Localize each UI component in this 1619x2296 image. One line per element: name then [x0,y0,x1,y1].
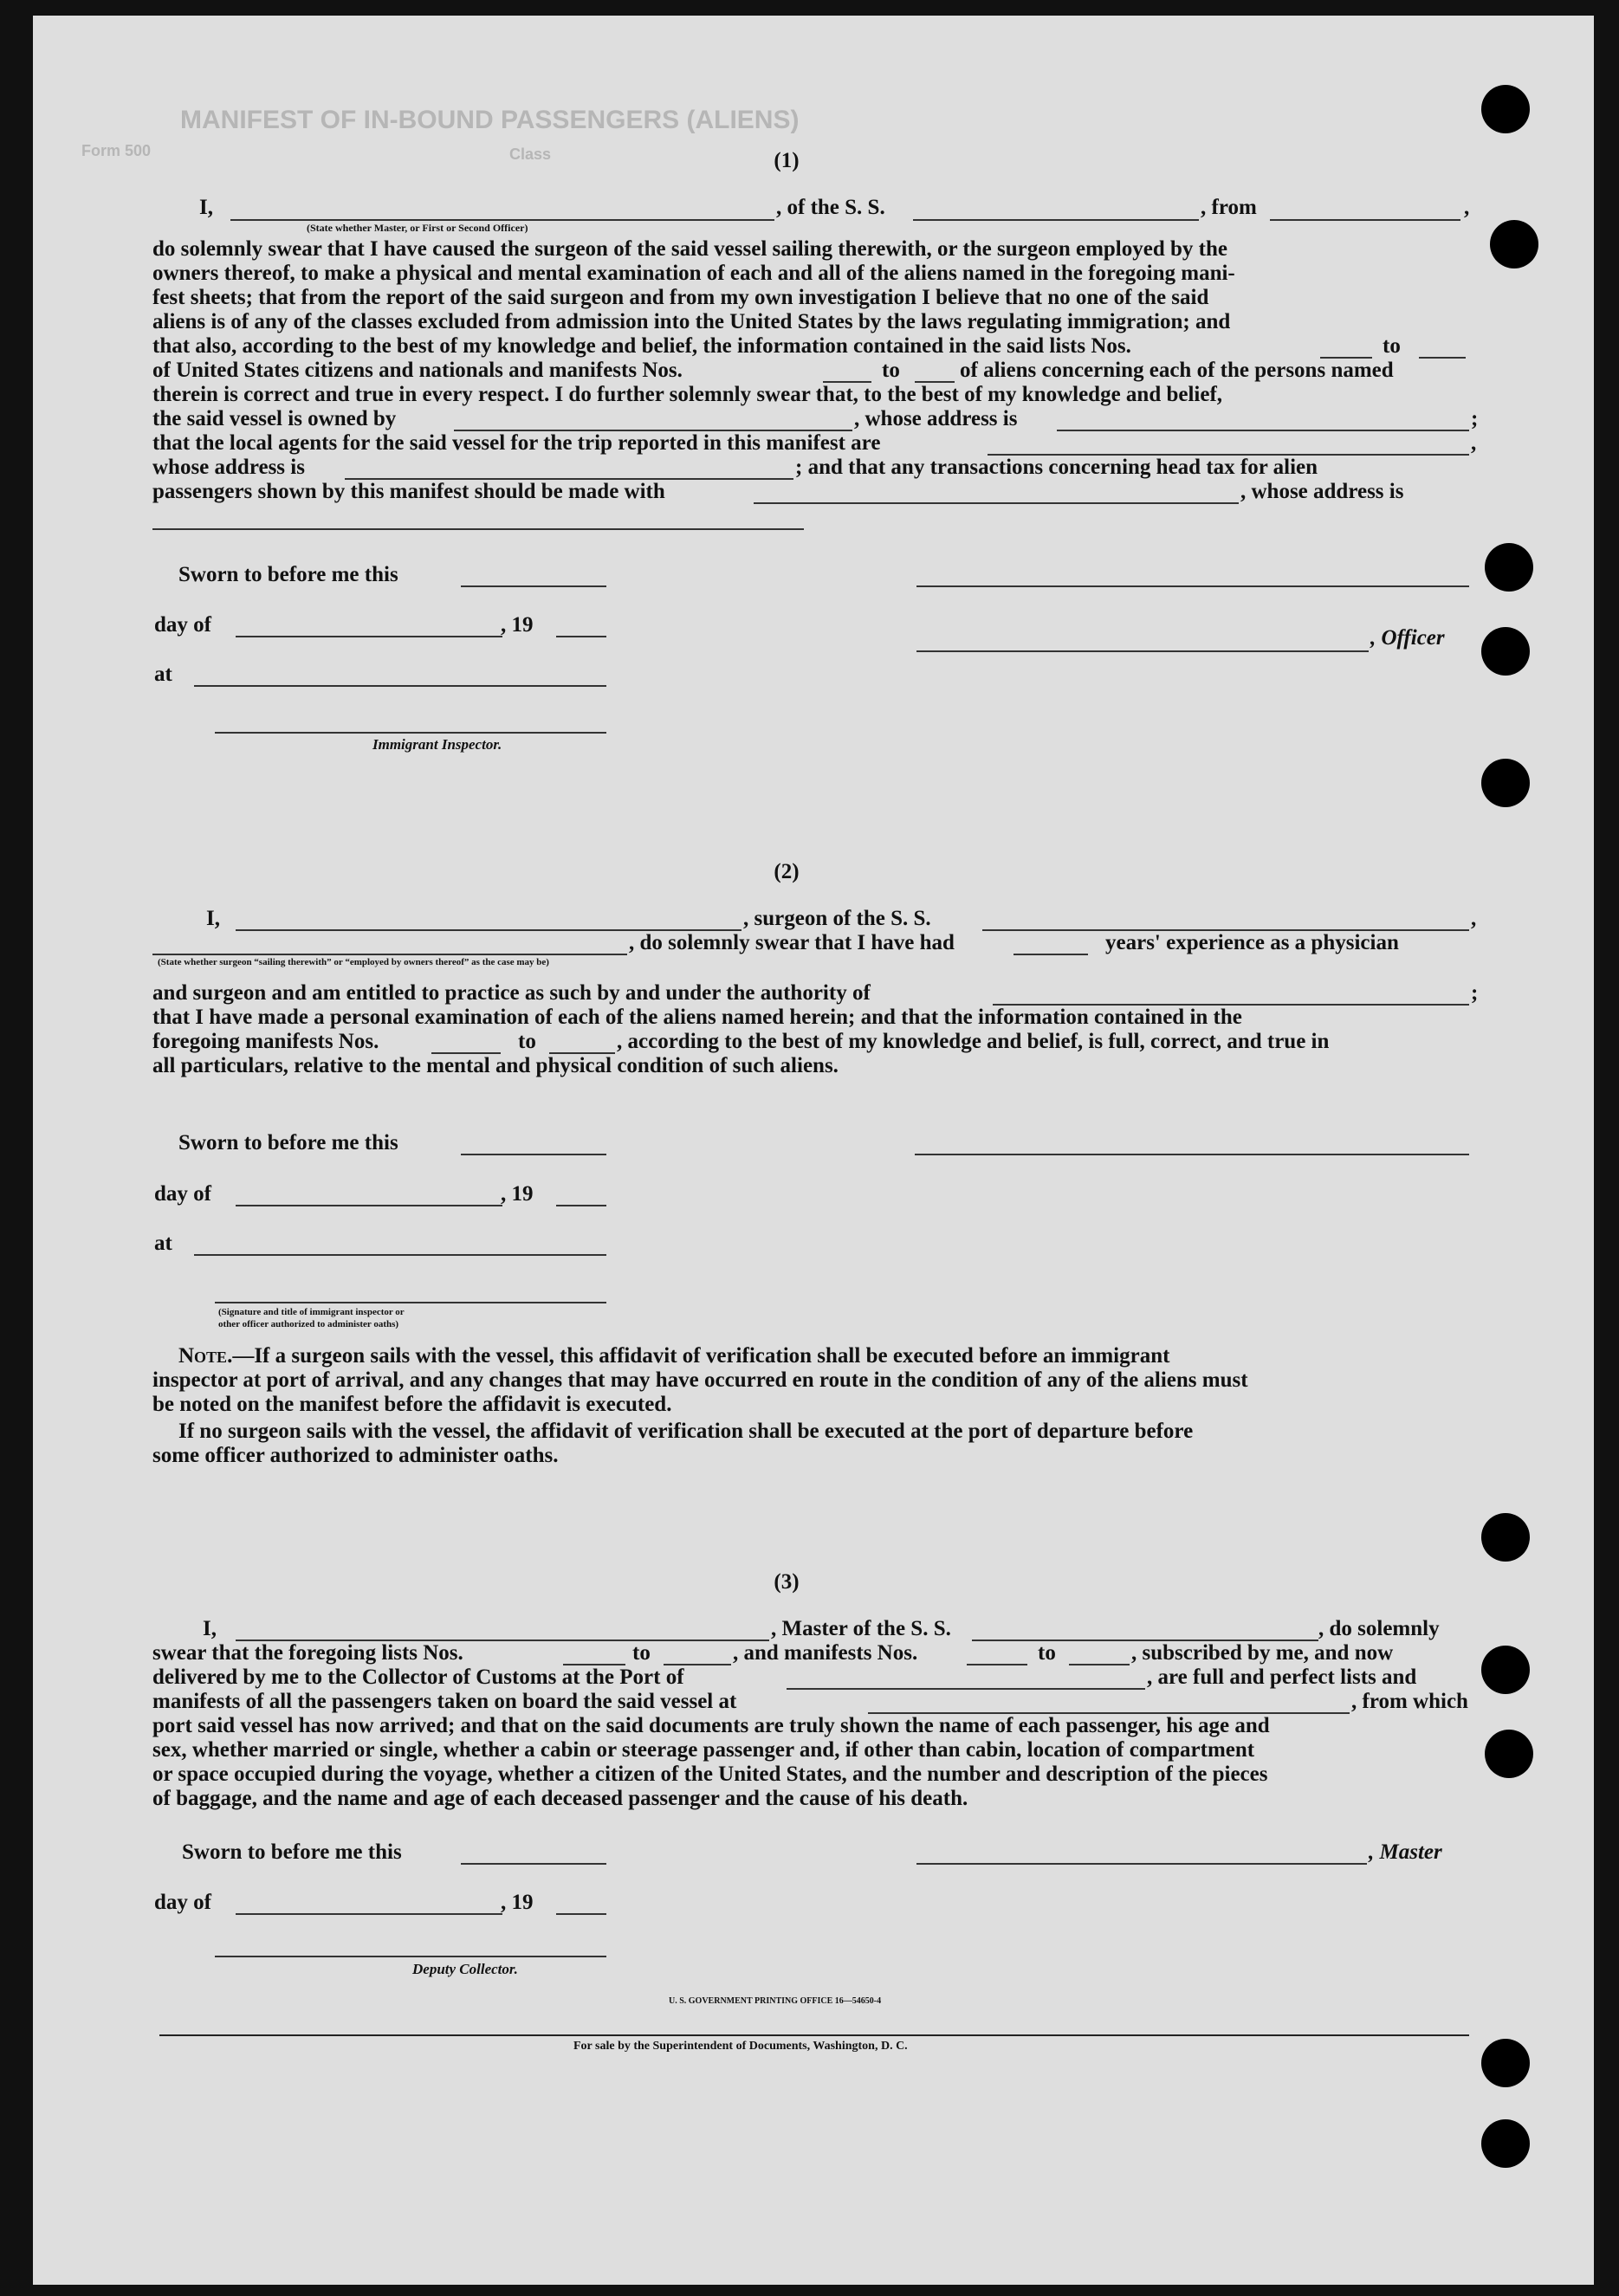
s1-line9-end: ; [1471,407,1479,430]
s1-sworn-label: Sworn to before me this [178,563,398,586]
s3-line2-to2: to [1038,1641,1056,1665]
s3-sworn-blank[interactable] [461,1863,606,1865]
footer-rule [159,2034,1469,2036]
s2-status-blank[interactable] [152,954,627,955]
s2-at-label: at [154,1232,172,1255]
s1-from-blank[interactable] [1270,219,1460,221]
sale-notice: For sale by the Superintendent of Documents, Washington, D. C. [573,2040,908,2053]
s2-sworn-label: Sworn to before me this [178,1131,398,1154]
s2-note-line2: inspector at port of arrival, and any changes that may have occurred en route in the condition of any of the aliens must [152,1368,1248,1392]
s1-line1-ss: , of the S. S. [776,196,885,219]
s1-officer-label: , Officer [1370,626,1445,650]
s3-line4-board: manifests of all the passengers taken on board the said vessel at [152,1690,737,1713]
s2-note-line3: be noted on the manifest before the affidavit is executed. [152,1393,672,1416]
s3-deputy-label: Deputy Collector. [412,1961,518,1977]
punch-hole [1481,2039,1530,2087]
s1-line7: of United States citizens and nationals and manifests Nos. [152,359,683,382]
s2-at-blank[interactable] [194,1254,606,1256]
s1-line1-from: , from [1201,196,1257,219]
s1-inspector-label: Immigrant Inspector. [372,736,502,753]
s1-officer-blank[interactable] [230,219,774,221]
s3-line1-end: , do solemnly [1318,1617,1440,1640]
s2-line3: and surgeon and am entitled to practice as such by and under the authority of [152,981,871,1005]
s2-line1-end: , [1471,907,1477,930]
s1-line6: that also, according to the best of my knowledge and belief, the information contained in the said lists Nos. [152,334,1131,358]
s2-line2-years: years' experience as a physician [1105,931,1399,954]
s2-note-line4: If no surgeon sails with the vessel, the affidavit of verification shall be executed at the port of departure before [178,1420,1194,1443]
faint-header-form: Form 500 [81,142,152,159]
s1-headtax-address-blank[interactable] [152,528,804,530]
s1-vessel-blank[interactable] [913,219,1199,221]
s2-status-caption: (State whether surgeon “sailing therewith” or “employed by owners thereof” as the case may be) [158,957,549,967]
s2-inspector-blank[interactable] [215,1302,606,1303]
s3-line6: sex, whether married or single, whether a cabin or steerage passenger and, if other than cabin, location of compartment [152,1738,1255,1762]
s1-year-blank[interactable] [556,636,606,637]
s1-line11-tax: ; and that any transactions concerning head tax for alien [795,456,1318,479]
s2-sig-caption-1: (Signature and title of immigrant inspector or [218,1307,405,1317]
s1-officer-caption: (State whether Master, or First or Second Officer) [307,222,528,234]
s3-line2-manifests: , and manifests Nos. [733,1641,918,1665]
faint-header-class: Class [509,146,552,163]
section-2-number: (2) [774,860,800,883]
s1-line1-end: , [1464,196,1470,219]
s3-line1-ss: , Master of the S. S. [771,1617,951,1640]
punch-hole [1481,759,1530,807]
gpo-imprint: U. S. GOVERNMENT PRINTING OFFICE 16—54650-4 [669,1996,882,2006]
s1-line9-owned: the said vessel is owned by [152,407,397,430]
punch-hole [1481,1513,1530,1562]
s2-line5-to: to [518,1030,536,1053]
s2-line6: all particulars, relative to the mental and physical condition of such aliens. [152,1054,839,1077]
s2-line5-end: , according to the best of my knowledge and belief, is full, correct, and true in [617,1030,1330,1053]
s3-manifests-from-blank[interactable] [967,1664,1027,1665]
s1-line12: passengers shown by this manifest should be made with [152,480,665,503]
s3-line4-end: , from which [1351,1690,1468,1713]
s2-sig-caption-2: other officer authorized to administer oaths) [218,1319,399,1329]
faint-header-title: MANIFEST OF IN-BOUND PASSENGERS (ALIENS) [180,106,800,134]
punch-hole [1485,1730,1533,1778]
punch-hole [1481,85,1530,133]
s3-line2-lists: swear that the foregoing lists Nos. [152,1641,463,1665]
s1-headtax-blank[interactable] [754,502,1239,504]
s2-line2-swear: , do solemnly swear that I have had [629,931,955,954]
s1-line6-to: to [1383,334,1401,358]
s1-line10: that the local agents for the said vessel for the trip reported in this manifest are [152,431,881,455]
s3-port-blank[interactable] [787,1688,1145,1690]
s1-owner-address-blank[interactable] [1057,430,1469,431]
s1-sworn-blank[interactable] [461,585,606,587]
s3-line1-i: I, [203,1617,217,1640]
s1-line7-to: to [882,359,900,382]
s3-line3-port: delivered by me to the Collector of Customs at the Port of [152,1665,684,1689]
s2-note-line1 [178,1343,1169,1369]
s1-inspector-blank[interactable] [215,732,606,734]
s1-line8: therein is correct and true in every respect. I do further solemnly swear that, to the best of my knowledge and belief, [152,383,1223,406]
s2-dayof-label: day of [154,1182,211,1206]
s3-master-label: , Master [1369,1840,1442,1864]
s3-line2-to1: to [632,1641,651,1665]
s3-year-label: , 19 [501,1891,534,1914]
s1-line1-i: I, [199,196,213,219]
s1-day-blank[interactable] [236,636,502,637]
s3-dayof-label: day of [154,1891,211,1914]
s1-line9-address: , whose address is [854,407,1018,430]
s2-day-blank[interactable] [236,1205,502,1206]
s3-sworn-label: Sworn to before me this [182,1840,402,1864]
s1-year-label: , 19 [501,613,534,637]
punch-hole [1481,2119,1530,2168]
s1-line5: aliens is of any of the classes excluded from admission into the United States by the laws regulating immigration; and [152,310,1231,333]
s1-at-label: at [154,663,172,686]
s1-line7-end: of aliens concerning each of the persons named [960,359,1394,382]
form-page [33,16,1594,2285]
s2-note-text1: —If a surgeon sails with the vessel, this affidavit of verification shall be executed before an immigrant [232,1344,1170,1368]
s1-at-blank[interactable] [194,685,606,687]
punch-hole [1490,220,1538,268]
s3-line7: or space occupied during the voyage, whether a citizen of the United States, and the number and description of the pieces [152,1762,1268,1786]
s2-years-blank[interactable] [1013,954,1088,955]
s1-line12-address: , whose address is [1240,480,1404,503]
s3-day-blank[interactable] [236,1913,502,1915]
s2-year-blank[interactable] [556,1205,606,1206]
section-3-number: (3) [774,1570,800,1594]
s1-line11-address: whose address is [152,456,305,479]
s2-note-label: Note. [178,1344,233,1368]
s1-dayof-label: day of [154,613,211,637]
punch-hole [1481,1646,1530,1694]
s1-line10-end: , [1471,431,1477,455]
s3-line2-end: , subscribed by me, and now [1131,1641,1394,1665]
s1-line4: fest sheets; that from the report of the said surgeon and from my own investigation I believe that no one of the said [152,286,1209,309]
s1-officer-sign-blank[interactable] [916,650,1369,652]
s3-manifests-to-blank[interactable] [1069,1664,1130,1665]
punch-hole [1485,543,1533,592]
s1-line2: do solemnly swear that I have caused the surgeon of the said vessel sailing therewith, or the surgeon employed by the [152,237,1227,261]
s3-deputy-blank[interactable] [215,1956,606,1957]
s3-line5: port said vessel has now arrived; and that on the said documents are truly shown the name of each passenger, his age and [152,1714,1270,1737]
section-1-number: (1) [774,149,800,172]
s3-line8: of baggage, and the name and age of each deceased passenger and the cause of his death. [152,1787,968,1810]
s2-line5: foregoing manifests Nos. [152,1030,379,1053]
punch-hole [1481,627,1530,676]
s1-signature-blank[interactable] [916,585,1469,587]
s2-line1-i: I, [206,907,220,930]
s3-year-blank[interactable] [556,1913,606,1915]
s2-note-line5: some officer authorized to administer oaths. [152,1444,559,1467]
s2-line3-end: ; [1471,981,1479,1005]
s2-signature-blank[interactable] [915,1154,1469,1155]
s2-sworn-blank[interactable] [461,1154,606,1155]
s2-line1-ss: , surgeon of the S. S. [743,907,931,930]
s1-line3: owners thereof, to make a physical and mental examination of each and all of the aliens named in the foregoing mani- [152,262,1235,285]
s2-year-label: , 19 [501,1182,534,1206]
s1-lists-to-blank[interactable] [1419,357,1466,359]
s3-master-sign-blank[interactable] [916,1863,1367,1865]
s2-line4: that I have made a personal examination of each of the aliens named herein; and that the information contained in the [152,1006,1242,1029]
s3-line3-end: , are full and perfect lists and [1147,1665,1417,1689]
